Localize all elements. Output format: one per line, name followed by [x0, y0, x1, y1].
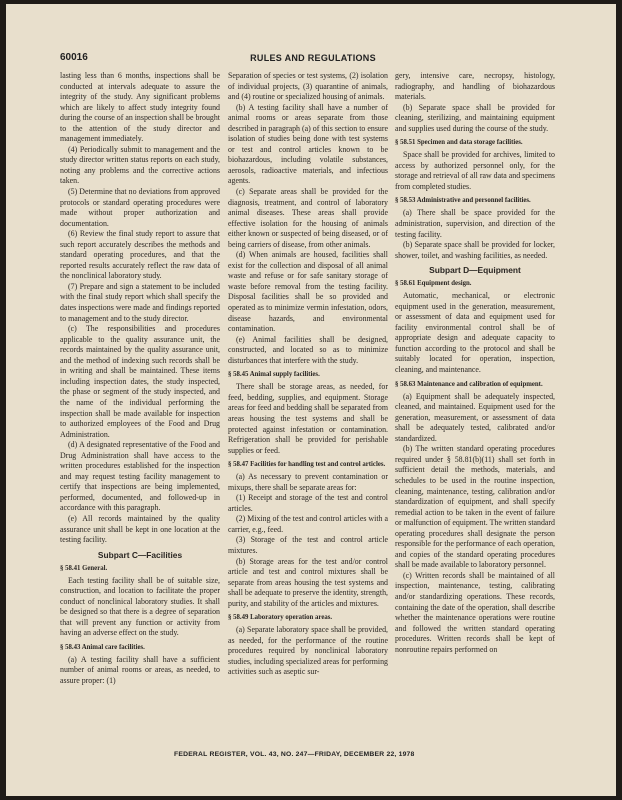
- paragraph: (b) Storage areas for the test and/or control article and test and control mixtures shall be separate from areas housing the test systems and shall be adequate to preserve the identity, strength, purity, and stability of the articles and mixtures.: [228, 556, 388, 608]
- paragraph: (a) Equipment shall be adequately inspected, cleaned, and maintained. Equipment used for the generation, measurement, or assessment of data shall be adequately tested, calibrated and/or standardized.: [395, 391, 555, 443]
- subpart-heading: Subpart C—Facilities: [97, 549, 183, 560]
- section-heading: § 58.49 Laboratory operation areas.: [228, 614, 333, 622]
- section-heading: § 58.41 General.: [60, 564, 108, 572]
- subpart-heading: Subpart D—Equipment: [429, 265, 521, 276]
- section-heading: § 58.51 Specimen and data storage facilities.: [395, 139, 523, 147]
- paragraph: (e) All records maintained by the quality assurance unit shall be kept in one location at the testing facility.: [60, 513, 220, 545]
- document-page: [6, 4, 616, 796]
- paragraph: (2) Mixing of the test and control articles with a carrier, e.g., feed.: [228, 514, 388, 534]
- paragraph: (6) Review the final study report to assure that such report accurately describes the methods and standard operating procedures, and that the reported results accurately reflect the raw data of the nonclinical laboratory study.: [60, 229, 220, 281]
- paragraph: (c) Written records shall be maintained of all inspection, maintenance, testing, calibrating and/or standardizing operations. These records, containing the date of the operation, shall describe whether the maintenance operations were routine and followed the written standard operating procedures. Written records shall be kept of nonroutine repairs performed on: [395, 570, 555, 654]
- paragraph: (b) Separate space shall be provided for cleaning, sterilizing, and maintaining equipment and supplies used during the course of the study.: [395, 102, 555, 133]
- paragraph: (4) Periodically submit to management and the study director written status reports on each study, noting any problems and the corrective actions taken.: [60, 144, 220, 186]
- paragraph: (a) As necessary to prevent contamination or mixups, there shall be separate areas for:: [228, 472, 388, 492]
- text-column-1: [60, 71, 220, 687]
- section-heading: § 58.45 Animal supply facilities.: [228, 371, 320, 379]
- paragraph: (a) There shall be space provided for the administration, supervision, and direction of the testing facility.: [395, 208, 555, 239]
- paragraph: (b) A testing facility shall have a number of animal rooms or areas separate from those described in paragraph (a) of this section to ensure isolation of studies being done with test systems or test and control articles known to be biohazardous, including volatile substances, aerosols, radioactive materials, and infectious agents.: [228, 102, 388, 186]
- paragraph: There shall be storage areas, as needed, for feed, bedding, supplies, and equipment. Storage areas for feed and bedding shall be separated from areas housing the test systems and shall be protected against infestation or contamination. Refrigeration shall be provided for perishable supplies or feed.: [228, 382, 388, 455]
- page-footer: FEDERAL REGISTER, VOL. 43, NO. 247—FRIDAY, DECEMBER 22, 1978: [174, 751, 415, 758]
- section-heading: § 58.43 Animal care facilities.: [60, 643, 145, 651]
- text-column-3: [395, 71, 555, 655]
- section-heading: § 58.61 Equipment design.: [395, 280, 472, 288]
- paragraph: (b) Separate space shall be provided for locker, shower, toilet, and washing facilities, as needed.: [395, 240, 555, 260]
- section-heading: § 58.63 Maintenance and calibration of equipment.: [395, 380, 543, 388]
- running-title: RULES AND REGULATIONS: [250, 53, 376, 63]
- text-column-2: [228, 71, 388, 678]
- paragraph: (b) The written standard operating procedures required under § 58.81(b)(11) shall set forth in sufficient detail the methods, materials, and schedules to be used in the routine inspection, cleaning, maintenance, testing, calibration and/or standardization of equipment, and shall specify remedial action to be taken in the event of failure or malfunction of equipment. The written standard operating procedures shall designate the person responsible for the performance of each operation, and copies of the standard operating procedures shall be made available to laboratory personnel.: [395, 444, 555, 570]
- paragraph: lasting less than 6 months, inspections shall be conducted at intervals adequate to assure the integrity of the study. Any significant problems which are likely to affect study integrity found during the course of an inspection shall be brought to the attention of the study director and management immediately.: [60, 71, 220, 144]
- paragraph: Each testing facility shall be of suitable size, construction, and location to facilitate the proper conduct of nonclinical laboratory studies. It shall be designed so that there is a degree of separation that will prevent any function or activity from having an adverse effect on the study.: [60, 575, 220, 638]
- paragraph: (c) Separate areas shall be provided for the diagnosis, treatment, and control of laboratory animal diseases. These areas shall provide effective isolation for the housing of animals either known or suspected of being diseased, or of being carriers of disease, from other animals.: [228, 187, 388, 249]
- paragraph: (3) Storage of the test and control article mixtures.: [228, 535, 388, 555]
- paragraph: (7) Prepare and sign a statement to be included with the final study report which shall specify the dates inspections were made and findings reported to management and to the study director.: [60, 281, 220, 323]
- paragraph: (e) Animal facilities shall be designed, constructed, and located so as to minimize disturbances that interfere with the study.: [228, 334, 388, 365]
- paragraph: Separation of species or test systems, (2) isolation of individual projects, (3) quarantine of animals, and (4) routine or specialized housing of animals.: [228, 71, 388, 102]
- section-heading: § 58.47 Facilities for handling test and control articles.: [228, 461, 386, 469]
- paragraph: gery, intensive care, necropsy, histology, radiography, and handling of biohazardous materials.: [395, 71, 555, 102]
- paragraph: (a) A testing facility shall have a sufficient number of animal rooms or areas, as needed, to assure proper: (1): [60, 654, 220, 685]
- paragraph: (a) Separate laboratory space shall be provided, as needed, for the performance of the routine procedures required by nonclinical laboratory studies, including specialized areas for performing activities such as aseptic sur-: [228, 625, 388, 677]
- paragraph: Automatic, mechanical, or electronic equipment used in the generation, measurement, or assessment of data and equipment used for facility environmental control shall be of appropriate design and adequate capacity to function according to the protocol and shall be suitably located for operation, inspection, cleaning, and maintenance.: [395, 291, 555, 375]
- paragraph: Space shall be provided for archives, limited to access by authorized personnel only, for the storage and retrieval of all raw data and specimens from completed studies.: [395, 150, 555, 191]
- paragraph: (c) The responsibilities and procedures applicable to the quality assurance unit, the records maintained by the quality assurance unit, and the method of indexing such records shall be in writing and shall be maintained. These items including inspection dates, the study inspected, the phase or segment of the study inspected, and the name of the individual performing the inspection shall be made available for inspection to authorized employees of the Food and Drug Administration.: [60, 324, 220, 439]
- paragraph: (d) A designated representative of the Food and Drug Administration shall have access to the written procedures established for the inspection and may request testing facility management to certify that inspections are being implemented, performed, documented, and followed-up in accordance with this paragraph.: [60, 440, 220, 513]
- section-heading: § 58.53 Administrative and personnel facilities.: [395, 197, 531, 205]
- page-number: 60016: [60, 52, 88, 63]
- paragraph: (1) Receipt and storage of the test and control articles.: [228, 493, 388, 513]
- paragraph: (5) Determine that no deviations from approved protocols or standard operating procedures were made without proper authorization and documentation.: [60, 187, 220, 228]
- paragraph: (d) When animals are housed, facilities shall exist for the collection and disposal of all animal waste and refuse or for safe sanitary storage of waste before removal from the testing facility. Disposal facilities shall be so provided and operated as to minimize vermin infestation, odors, disease hazards, and environmental contamination.: [228, 250, 388, 334]
